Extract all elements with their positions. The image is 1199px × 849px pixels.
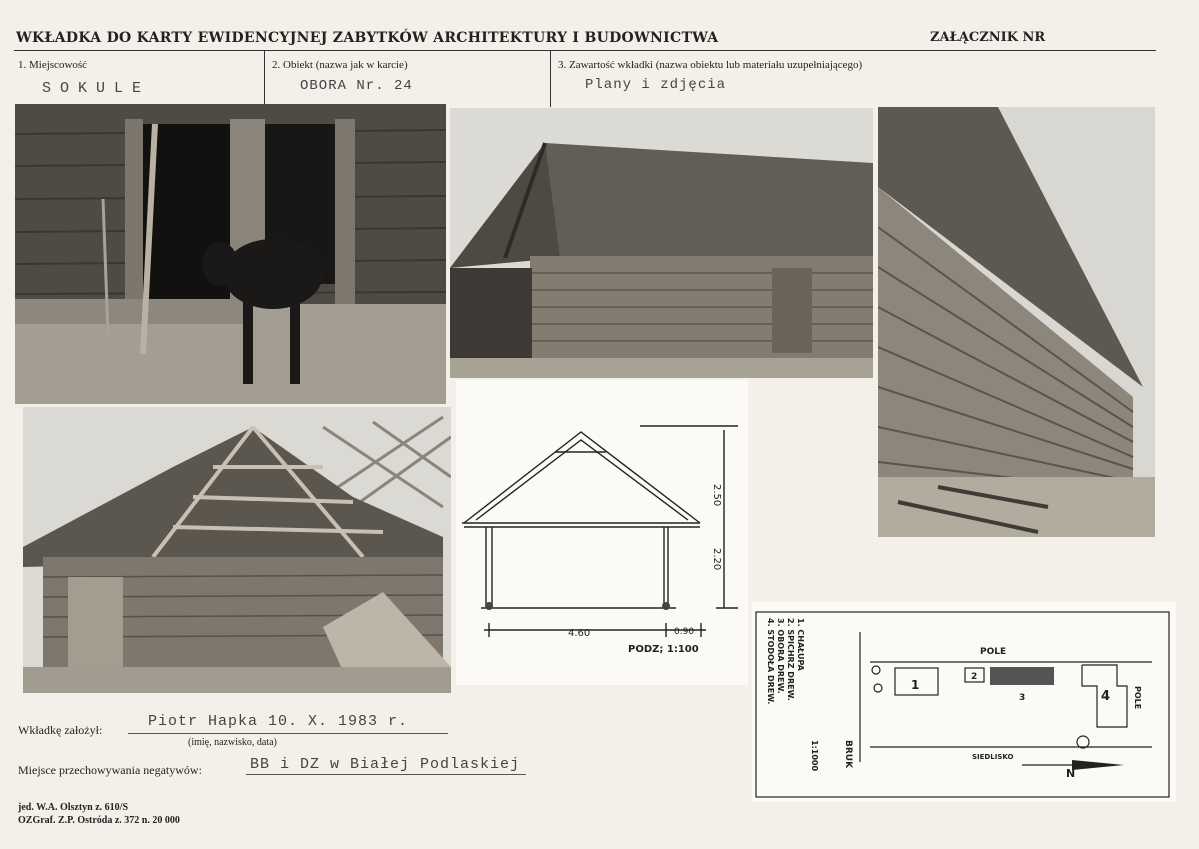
- legend-item-4: 4. STODOŁA DREW.: [766, 618, 775, 705]
- dim-width-main: 4.60: [568, 628, 591, 639]
- dim-height-wall: 2.20: [711, 548, 722, 571]
- plan-label-siedlisko: SIEDLISKO: [972, 753, 1014, 761]
- field-3-value: Plany i zdjęcia: [585, 77, 727, 93]
- plan-label-bruk: BRUK: [843, 740, 853, 769]
- dim-height-roof: 2.50: [711, 484, 722, 507]
- plan-label-pole-right: POLE: [1133, 686, 1142, 710]
- storage-value: BB i DZ w Białej Podlaskiej: [250, 756, 521, 773]
- founder-hint: (imię, nazwisko, data): [188, 737, 277, 748]
- founder-label: Wkładkę założył:: [18, 723, 103, 737]
- field-1-label: 1. Miejscowość: [18, 59, 88, 71]
- field-divider-2: [550, 51, 551, 107]
- print-info-1: jed. W.A. Olsztyn z. 610/S: [18, 802, 129, 813]
- founder-underline: [128, 733, 448, 734]
- photo-barn-doorway-with-calf: [15, 104, 446, 404]
- photo-thatched-barn-side: [450, 108, 873, 378]
- attachment-number-label: ZAŁĄCZNIK NR: [930, 30, 1046, 45]
- field-2-value: OBORA Nr. 24: [300, 78, 413, 94]
- print-info-2: OZGraf. Z.P. Ostróda z. 372 n. 20 000: [18, 815, 180, 826]
- field-3-label: 3. Zawartość wkładki (nazwa obiektu lub materiału uzupełniającego): [558, 59, 863, 71]
- drawing-scale: PODZ; 1:100: [628, 644, 699, 655]
- cross-section-drawing: [456, 380, 748, 685]
- form-title: WKŁADKA DO KARTY EWIDENCYJNEJ ZABYTKÓW ARCHITEKTURY I BUDOWNICTWA: [16, 30, 719, 46]
- header-rule: [14, 50, 1156, 51]
- legend-item-1: 1. CHAŁUPA: [796, 618, 805, 671]
- dim-width-overhang: 0.90: [674, 627, 695, 637]
- founder-value: Piotr Hapka 10. X. 1983 r.: [148, 713, 409, 730]
- storage-label: Miejsce przechowywania negatywów:: [18, 763, 202, 777]
- north-arrow-label: N: [1066, 767, 1076, 780]
- plan-label-pole-top: POLE: [980, 647, 1007, 657]
- plan-building-4: 4: [1101, 689, 1111, 704]
- photo-barn-damaged-roof: [23, 407, 451, 693]
- legend-item-2: 2. SPICHRZ DREW.: [786, 618, 795, 701]
- field-1-value: SOKULE: [42, 80, 151, 97]
- field-2-label: 2. Obiekt (nazwa jak w karcie): [272, 59, 408, 71]
- photo-barn-eaves-perspective: [878, 107, 1155, 537]
- legend-item-3: 3. OBORA DREW.: [776, 618, 785, 694]
- plan-building-3: 3: [1019, 693, 1026, 703]
- plan-building-2: 2: [971, 672, 978, 682]
- storage-underline: [246, 774, 526, 775]
- plan-building-1: 1: [911, 678, 920, 692]
- plan-scale: 1:1000: [810, 740, 819, 772]
- field-divider-1: [264, 51, 265, 107]
- site-plan: [752, 602, 1176, 802]
